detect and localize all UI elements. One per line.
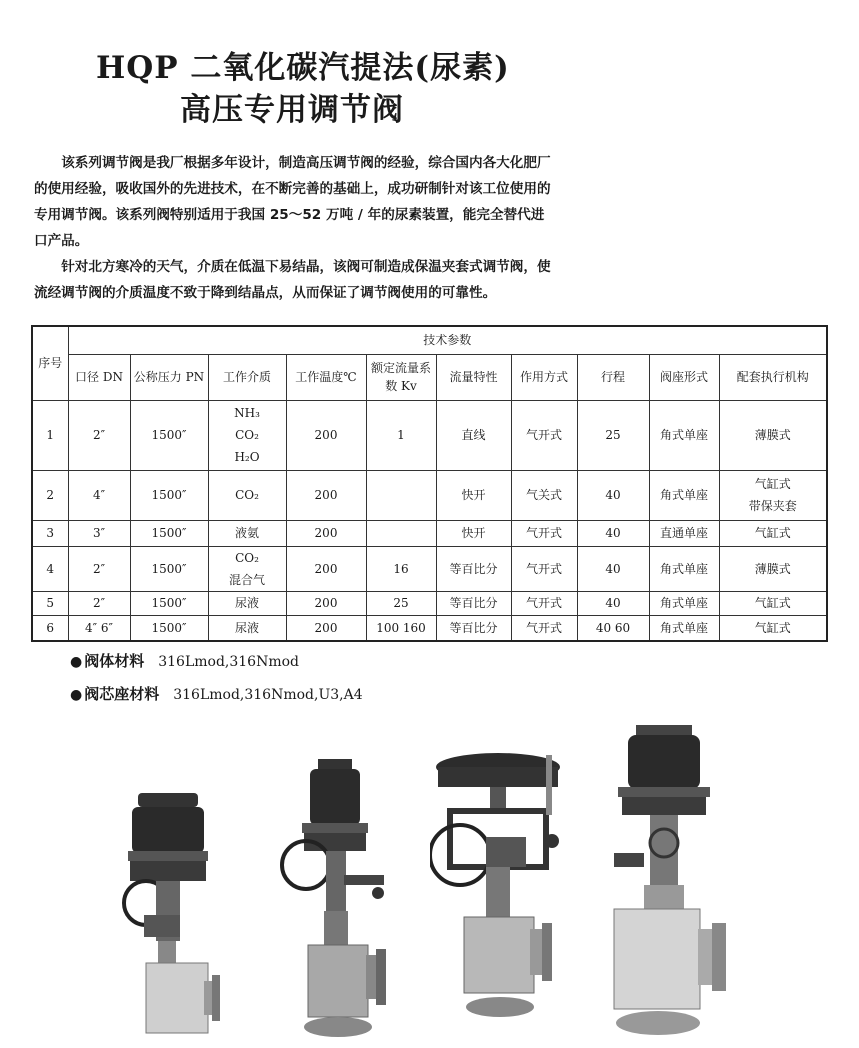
cell-kv: [366, 470, 436, 520]
cell-actuator: [719, 591, 827, 615]
cell-action: 气开式: [511, 520, 577, 546]
cell-char: 等百比分: [436, 546, 511, 591]
cell-no: 5: [32, 591, 68, 615]
cell-pn: 1500″: [130, 615, 208, 641]
table-row: [32, 470, 827, 520]
cell-stroke: 40: [577, 470, 649, 520]
body-material-label: 阀体材料: [84, 652, 145, 670]
cell-line: 带保夹套: [748, 499, 797, 513]
cell-actuator: [719, 470, 827, 520]
cell-char: 快开: [436, 470, 511, 520]
cell-seat: 角式单座: [649, 400, 719, 470]
cell-seat: 角式单座: [649, 546, 719, 591]
column-header: 阀座形式: [649, 354, 719, 400]
cell-medium: [208, 546, 286, 591]
column-header: 公称压力 PN: [130, 354, 208, 400]
cell-seat: 角式单座: [649, 591, 719, 615]
valve-photo-2: [280, 755, 400, 1045]
table-row: [32, 546, 827, 591]
cell-char: 等百比分: [436, 591, 511, 615]
table-row: [32, 591, 827, 615]
cell-medium: [208, 520, 286, 546]
cell-kv: 25: [366, 591, 436, 615]
cell-no: 2: [32, 470, 68, 520]
intro-paragraph-1: 该系列调节阀是我厂根据多年设计，制造高压调节阀的经验，综合国内各大化肥厂的使用经验，吸收国外的先进技术，在不断完善的基础上，成功研制针对该工位使用的专用调节阀。该系列阀特别适用于我国 25～52 万吨 / 年的尿素装置，能完全替代进口产品。: [34, 155, 551, 249]
cell-medium: [208, 591, 286, 615]
column-header: 额定流量系数 Kv: [366, 354, 436, 400]
cell-seat: 角式单座: [649, 470, 719, 520]
cell-line: H₂O: [234, 450, 260, 464]
intro-text: [34, 150, 554, 306]
cell-dn: 4″: [68, 470, 130, 520]
cell-line: 薄膜式: [754, 561, 791, 576]
cell-action: 气开式: [511, 546, 577, 591]
cell-action: 气开式: [511, 615, 577, 641]
cell-temp: 200: [286, 470, 366, 520]
cell-action: 气开式: [511, 400, 577, 470]
cell-stroke: 40 60: [577, 615, 649, 641]
cell-stroke: 40: [577, 520, 649, 546]
cell-line: 气缸式: [754, 477, 791, 491]
column-header: 流量特性: [436, 354, 511, 400]
cell-line: 气缸式: [754, 596, 791, 610]
title-line-2: 高压专用调节阀: [180, 92, 404, 128]
cell-no: 3: [32, 520, 68, 546]
cell-pn: 1500″: [130, 546, 208, 591]
cell-pn: 1500″: [130, 400, 208, 470]
table-row: [32, 520, 827, 546]
cell-temp: 200: [286, 520, 366, 546]
cell-seat: 角式单座: [649, 615, 719, 641]
cell-line: 薄膜式: [754, 428, 791, 442]
cell-stroke: 40: [577, 546, 649, 591]
cell-dn: 4″ 6″: [68, 615, 130, 641]
cell-no: 6: [32, 615, 68, 641]
cell-line: 液氨: [234, 526, 259, 540]
cell-kv: 1: [366, 400, 436, 470]
cell-dn: 3″: [68, 520, 130, 546]
cell-line: 气缸式: [754, 620, 791, 635]
cell-dn: 2″: [68, 591, 130, 615]
column-header: 工作介质: [208, 354, 286, 400]
cell-seat: 直通单座: [649, 520, 719, 546]
cell-medium: [208, 470, 286, 520]
spec-table-body: [32, 400, 827, 641]
bullet-icon: ●: [70, 654, 83, 670]
bullet-icon: ●: [70, 687, 83, 703]
cell-line: 气缸式: [754, 526, 791, 540]
valve-photo-1: [118, 785, 228, 1045]
column-header: 行程: [577, 354, 649, 400]
cell-pn: 1500″: [130, 520, 208, 546]
cell-kv: [366, 520, 436, 546]
column-header: 口径 DN: [68, 354, 130, 400]
body-material-value: 316Lmod,316Nmod: [158, 654, 300, 670]
cell-char: 等百比分: [436, 615, 511, 641]
body-material: [70, 650, 299, 671]
valve-photos: [0, 715, 859, 1048]
cell-no: 1: [32, 400, 68, 470]
cell-line: 尿液: [234, 620, 259, 635]
valve-photo-4: [600, 723, 740, 1048]
cell-medium: [208, 400, 286, 470]
cell-line: 混合气: [228, 572, 265, 587]
cell-char: 快开: [436, 520, 511, 546]
cell-temp: 200: [286, 615, 366, 641]
cell-line: 尿液: [234, 596, 259, 610]
cell-stroke: 25: [577, 400, 649, 470]
cell-medium: [208, 615, 286, 641]
table-row: [32, 400, 827, 470]
title-line-1: HQP 二氧化碳汽提法(尿素): [96, 50, 510, 86]
cell-dn: 2″: [68, 400, 130, 470]
cell-actuator: [719, 520, 827, 546]
column-header: 工作温度℃: [286, 354, 366, 400]
cell-temp: 200: [286, 591, 366, 615]
cell-action: 气关式: [511, 470, 577, 520]
cell-line: NH₃: [234, 406, 260, 420]
cell-pn: 1500″: [130, 470, 208, 520]
trim-material-value: 316Lmod,316Nmod,U3,A4: [173, 687, 363, 703]
cell-pn: 1500″: [130, 591, 208, 615]
cell-temp: 200: [286, 400, 366, 470]
cell-actuator: [719, 615, 827, 641]
cell-temp: 200: [286, 546, 366, 591]
cell-dn: 2″: [68, 546, 130, 591]
cell-actuator: [719, 546, 827, 591]
cell-char: 直线: [436, 400, 511, 470]
intro-paragraph-2: 针对北方寒冷的天气，介质在低温下易结晶，该阀可制造成保温夹套式调节阀，使流经调节阀的介质温度不致于降到结晶点，从而保证了调节阀使用的可靠性。: [34, 259, 551, 301]
cell-actuator: [719, 400, 827, 470]
cell-line: CO₂: [235, 550, 259, 565]
cell-kv: 100 160: [366, 615, 436, 641]
cell-action: 气开式: [511, 591, 577, 615]
column-header-row: [32, 354, 827, 400]
valve-photo-3: [430, 745, 580, 1045]
cell-kv: 16: [366, 546, 436, 591]
table-row: [32, 615, 827, 641]
column-header: 配套执行机构: [719, 354, 827, 400]
cell-line: CO₂: [235, 428, 259, 442]
cell-no: 4: [32, 546, 68, 591]
trim-material-label: 阀芯座材料: [84, 685, 160, 703]
trim-material: [70, 683, 363, 704]
cell-stroke: 40: [577, 591, 649, 615]
header-seq: 序号: [32, 326, 68, 400]
header-tech-params: 技术参数: [68, 326, 827, 354]
cell-line: CO₂: [235, 488, 259, 502]
spec-table: [31, 325, 828, 642]
column-header: 作用方式: [511, 354, 577, 400]
